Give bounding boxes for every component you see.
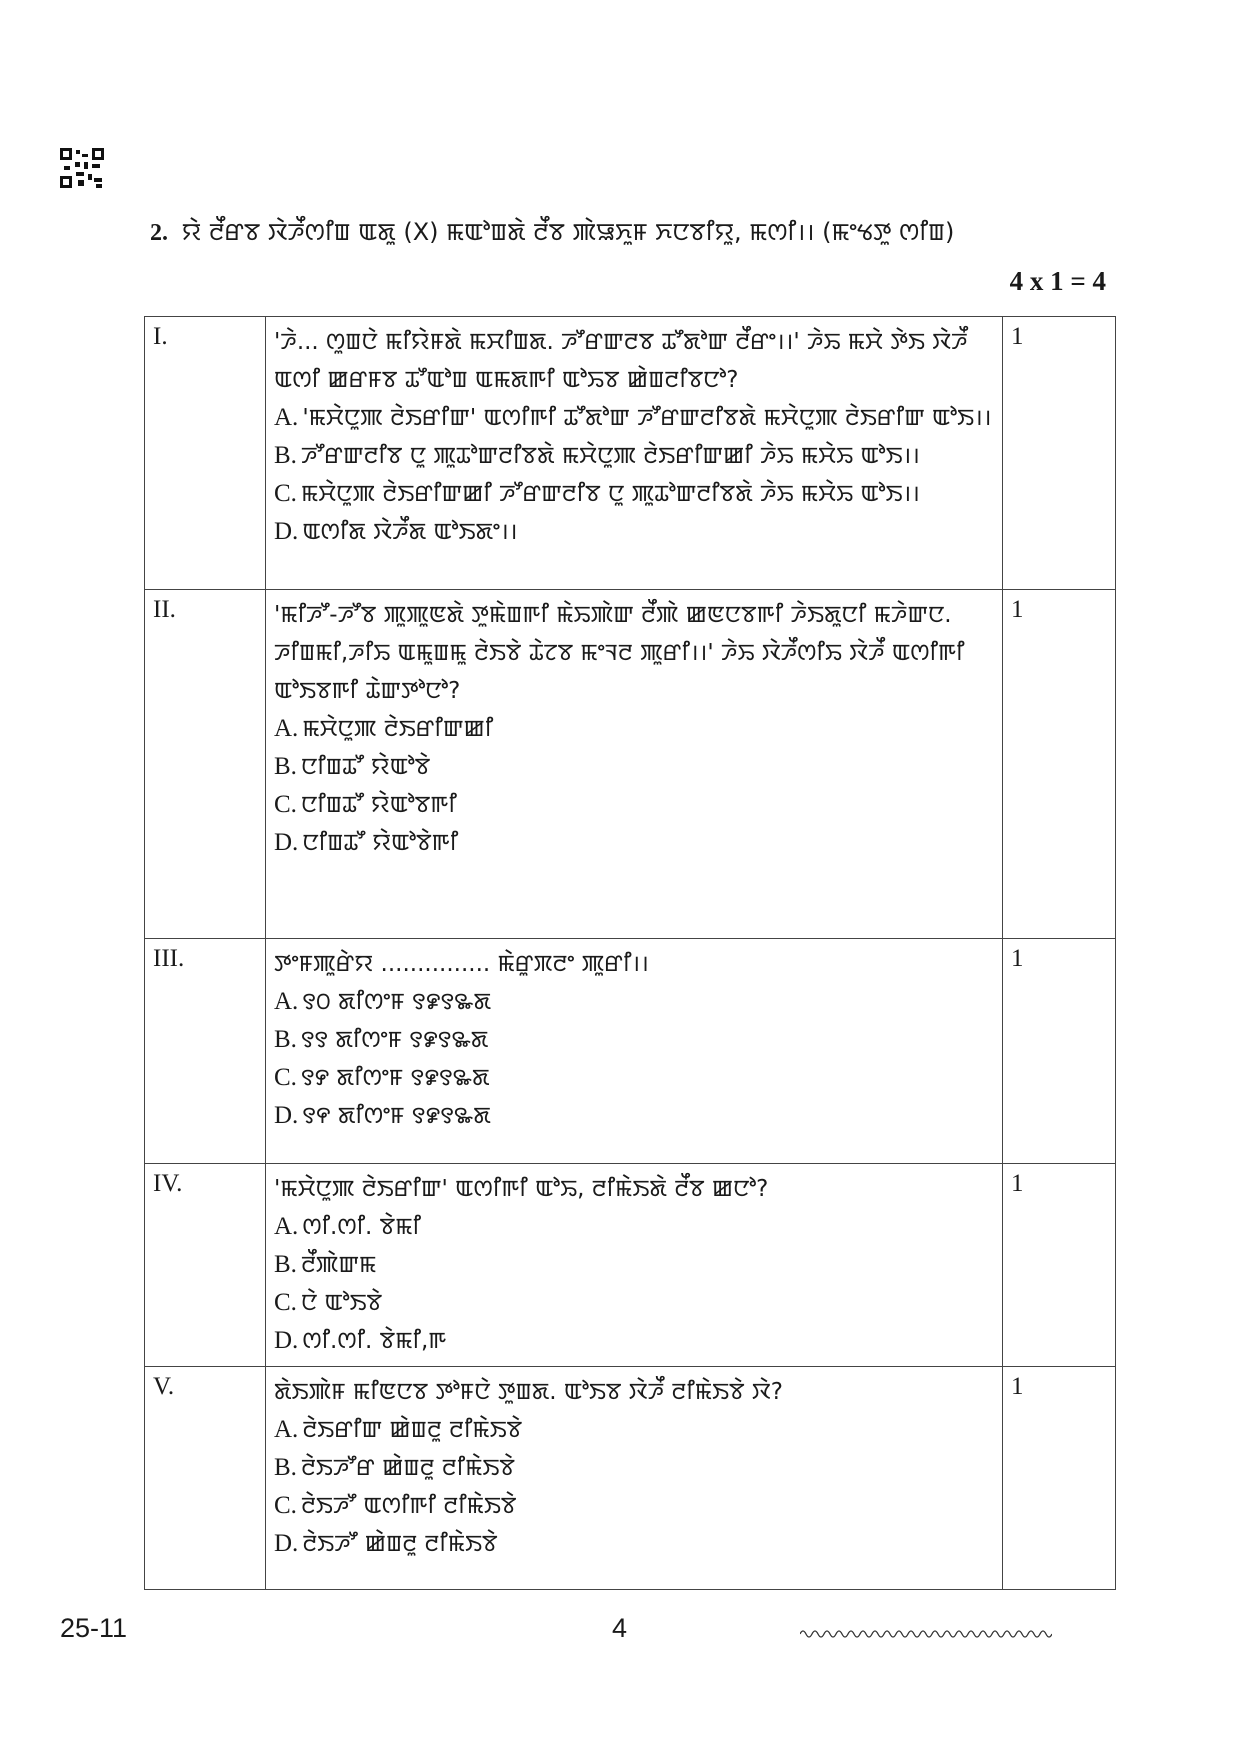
answer-option (274, 1097, 994, 1135)
option-label: D. (274, 829, 299, 856)
answer-option (274, 1021, 994, 1059)
question-mark-cell: 1 (1003, 939, 1116, 1164)
footer-code: 25-11 (60, 1613, 128, 1643)
question-row (145, 1367, 1116, 1590)
answer-option (274, 1411, 994, 1449)
marks-formula: 4 x 1 = 4 (1009, 266, 1106, 296)
question-instruction: ꯌꯥ ꯂꯩꯔꯕ ꯋꯥꯍꯩꯁꯤꯡ ꯑꯗꯨ (X) ꯃꯑꯣꯡꯗꯥ ꯂꯩꯕ ꯄꯥꯎꯈꯨꯝ ꯈꯅꯕꯤꯌꯨ, ꯃꯁꯤ।। (ꯃꯦꯠꯇꯨ ꯁꯤꯡ) (181, 218, 955, 246)
question-mark-cell: 1 (1003, 1367, 1116, 1590)
question-body-cell (266, 1367, 1003, 1590)
answer-option (274, 1284, 994, 1322)
option-text: ꯱꯵ ꯗꯤꯁꯦꯝ ꯱꯹꯱꯳ꯗ (302, 1103, 491, 1129)
question-mark-cell: 1 (1003, 317, 1116, 590)
question-number: 2. (150, 220, 168, 246)
option-label: C. (274, 1492, 297, 1519)
answer-option (274, 475, 994, 513)
answer-option (274, 1246, 994, 1284)
answer-option (274, 748, 994, 786)
question-number-cell: I. (145, 317, 266, 590)
option-text: ꯅꯥ ꯑꯣꯏꯕꯥ (300, 1290, 383, 1316)
option-text: ꯱꯰ ꯗꯤꯁꯦꯝ ꯱꯹꯱꯳ꯗ (302, 989, 492, 1015)
option-label: C. (274, 1289, 297, 1316)
option-text: ꯂꯥꯏꯍꯧ ꯀꯥꯡꯂꯨ ꯂꯤꯃꯥꯏꯕꯥ (302, 1531, 498, 1557)
question-body-cell (266, 590, 1003, 939)
option-text: ꯅꯤꯡꯊꯧ ꯌꯥꯑꯣꯕꯥ (300, 754, 431, 780)
answer-option (274, 983, 994, 1021)
option-label: B. (274, 1251, 297, 1278)
question-body-cell (266, 317, 1003, 590)
option-text: ꯅꯤꯡꯊꯧ ꯌꯥꯑꯣꯕꯥꯒꯤ (302, 830, 459, 856)
option-text: ꯑꯁꯤꯗ ꯋꯥꯍꯩꯗ ꯑꯣꯏꯗꯦ।। (302, 519, 518, 545)
option-label: A. (274, 1213, 299, 1240)
question-number-cell: V. (145, 1367, 266, 1590)
option-text: ꯱꯸ ꯗꯤꯁꯦꯝ ꯱꯹꯱꯳ꯗ (300, 1065, 490, 1091)
wavy-line-icon (800, 1626, 1052, 1642)
option-text: ꯃꯆꯥꯅꯨꯄ ꯂꯥꯏꯔꯤꯛꯀꯤ (302, 716, 494, 742)
option-text: ꯁꯤ.ꯁꯤ. ꯕꯥꯃꯤ (302, 1214, 421, 1240)
option-label: D. (274, 518, 299, 545)
question-table (144, 316, 1116, 1590)
question-number-cell: IV. (145, 1164, 266, 1367)
question-stem: 'ꯃꯤꯍꯧ-ꯍꯧꯕ ꯄꯨꯄꯨꯟꯗꯥ ꯇꯨꯃꯥꯡꯒꯤ ꯃꯥꯢꯄꯥꯛ ꯂꯩꯄꯥ ꯀꯟꯅꯕꯒꯤ ꯍꯥꯏꯗꯨꯅꯤ ꯃꯍꯥꯛꯅ. ꯍꯤꯡꯃꯤ,ꯍꯤꯢ ꯑꯃꯨꯡꯃꯨ ꯂꯥꯏꯕꯥ ꯊꯥꯖꯕ ꯃꯦꯜꯂ ꯄꯨꯔꯤ।।' ꯍꯥꯢ ꯋꯥꯍꯩꯁꯤꯢ ꯋꯥꯍꯩ ꯑꯁꯤꯒꯤ ꯑꯣꯏꯕꯒꯤ ꯊꯥꯛꯇꯣꯅꯣ? (274, 602, 965, 704)
option-text: ꯂꯥꯏꯔꯤꯛ ꯀꯥꯡꯂꯨ ꯂꯤꯃꯥꯏꯕꯥ (302, 1417, 523, 1443)
answer-option (274, 1322, 994, 1360)
option-text: ꯂꯩꯄꯥꯛꯃ (300, 1252, 377, 1278)
option-text: ꯃꯆꯥꯅꯨꯄ ꯂꯥꯏꯔꯤꯛꯀꯤ ꯍꯧꯔꯛꯂꯤꯕ ꯅꯨ ꯄꯨꯊꯣꯛꯂꯤꯕꯗꯥ ꯍꯥꯢ ꯃꯆꯥꯢ ꯑꯣꯏ।। (300, 481, 920, 507)
question-stem: ꯗꯥꯏꯄꯥꯝ ꯃꯤꯟꯅꯕ ꯇꯣꯝꯅꯥ ꯇꯨꯡꯗ. ꯑꯣꯏꯕ ꯋꯥꯍꯩ ꯂꯤꯃꯥꯏꯕꯥ ꯋꯥ? (274, 1379, 783, 1405)
option-label: A. (274, 988, 299, 1015)
answer-option (274, 1059, 994, 1097)
question-stem: 'ꯃꯆꯥꯅꯨꯄ ꯂꯥꯏꯔꯤꯛ' ꯑꯁꯤꯒꯤ ꯑꯣꯢ, ꯂꯤꯃꯥꯏꯗꯥ ꯂꯩꯕ ꯀꯅꯣ? (274, 1176, 769, 1202)
answer-option (274, 710, 994, 748)
question-number-cell: III. (145, 939, 266, 1164)
option-label: B. (274, 1026, 297, 1053)
option-label: C. (274, 1064, 297, 1091)
question-mark-cell: 1 (1003, 1164, 1116, 1367)
option-label: A. (274, 1416, 299, 1443)
question-row (145, 1164, 1116, 1367)
answer-option (274, 399, 994, 437)
question-number-cell: II. (145, 590, 266, 939)
question-stem: 'ꯍꯥ... ꯁꯨꯡꯅꯥ ꯃꯤꯌꯥꯝꯗꯥ ꯃꯆꯤꯡꯗ. ꯍꯧꯔꯛꯂꯕ ꯊꯧꯗꯣꯛ ꯂꯩꯔꯦ।।' ꯍꯥꯢ ꯃꯆꯥ ꯇꯥꯏ ꯋꯥꯍꯩ ꯑꯁꯤ ꯀꯔꯝꯕ ꯊꯧꯑꯣꯡ ꯑꯃꯗꯒꯤ ꯑꯣꯢꯕ ꯀꯥꯡꯂꯤꯕꯅꯣ? (274, 329, 968, 393)
option-text: ꯱꯱ ꯗꯤꯁꯦꯝ ꯱꯹꯱꯳ꯗ (300, 1027, 489, 1053)
question-body-cell (266, 1164, 1003, 1367)
option-label: B. (274, 1454, 297, 1481)
question-heading (150, 214, 954, 248)
option-text: ꯂꯥꯏꯍꯧꯔ ꯀꯥꯡꯂꯨ ꯂꯤꯃꯥꯏꯕꯥ (300, 1455, 515, 1481)
answer-option (274, 786, 994, 824)
option-label: A. (274, 404, 299, 431)
answer-option (274, 513, 994, 551)
option-text: ꯅꯤꯡꯊꯧ ꯌꯥꯑꯣꯕꯒꯤ (300, 792, 457, 818)
answer-option (274, 824, 994, 862)
option-label: A. (274, 715, 299, 742)
answer-option (274, 1449, 994, 1487)
option-label: D. (274, 1327, 299, 1354)
qr-code-icon (60, 148, 104, 188)
option-text: 'ꯃꯆꯥꯅꯨꯄ ꯂꯥꯏꯔꯤꯛ' ꯑꯁꯤꯒꯤ ꯊꯧꯗꯣꯛ ꯍꯧꯔꯛꯂꯤꯕꯗꯥ ꯃꯆꯥꯅꯨꯄ ꯂꯥꯏꯔꯤꯛ ꯑꯣꯏ।। (302, 405, 992, 431)
question-row (145, 939, 1116, 1164)
footer-page-number: 4 (612, 1613, 628, 1643)
answer-option (274, 1525, 994, 1563)
option-label: C. (274, 480, 297, 507)
question-mark-cell: 1 (1003, 590, 1116, 939)
option-label: D. (274, 1530, 299, 1557)
option-label: D. (274, 1102, 299, 1129)
answer-option (274, 437, 994, 475)
option-label: B. (274, 753, 297, 780)
question-row (145, 317, 1116, 590)
option-text: ꯂꯥꯏꯍꯧ ꯑꯁꯤꯒꯤ ꯂꯤꯃꯥꯏꯕꯥ (300, 1493, 517, 1519)
option-text: ꯍꯧꯔꯛꯂꯤꯕ ꯅꯨ ꯄꯨꯊꯣꯛꯂꯤꯕꯗꯥ ꯃꯆꯥꯅꯨꯄ ꯂꯥꯏꯔꯤꯛꯀꯤ ꯍꯥꯢ ꯃꯆꯥꯢ ꯑꯣꯏ।। (300, 443, 920, 469)
question-row (145, 590, 1116, 939)
option-label: B. (274, 442, 297, 469)
option-label: C. (274, 791, 297, 818)
option-text: ꯁꯤ.ꯁꯤ. ꯕꯥꯃꯤ,ꯒ (302, 1328, 447, 1354)
question-body-cell (266, 939, 1003, 1164)
answer-option (274, 1487, 994, 1525)
answer-option (274, 1208, 994, 1246)
question-stem: ꯇꯦꯝꯄꯨꯔꯥꯌ ............... ꯃꯥꯔꯨꯞꯂꯦ ꯄꯨꯔꯤ।। (274, 951, 649, 977)
